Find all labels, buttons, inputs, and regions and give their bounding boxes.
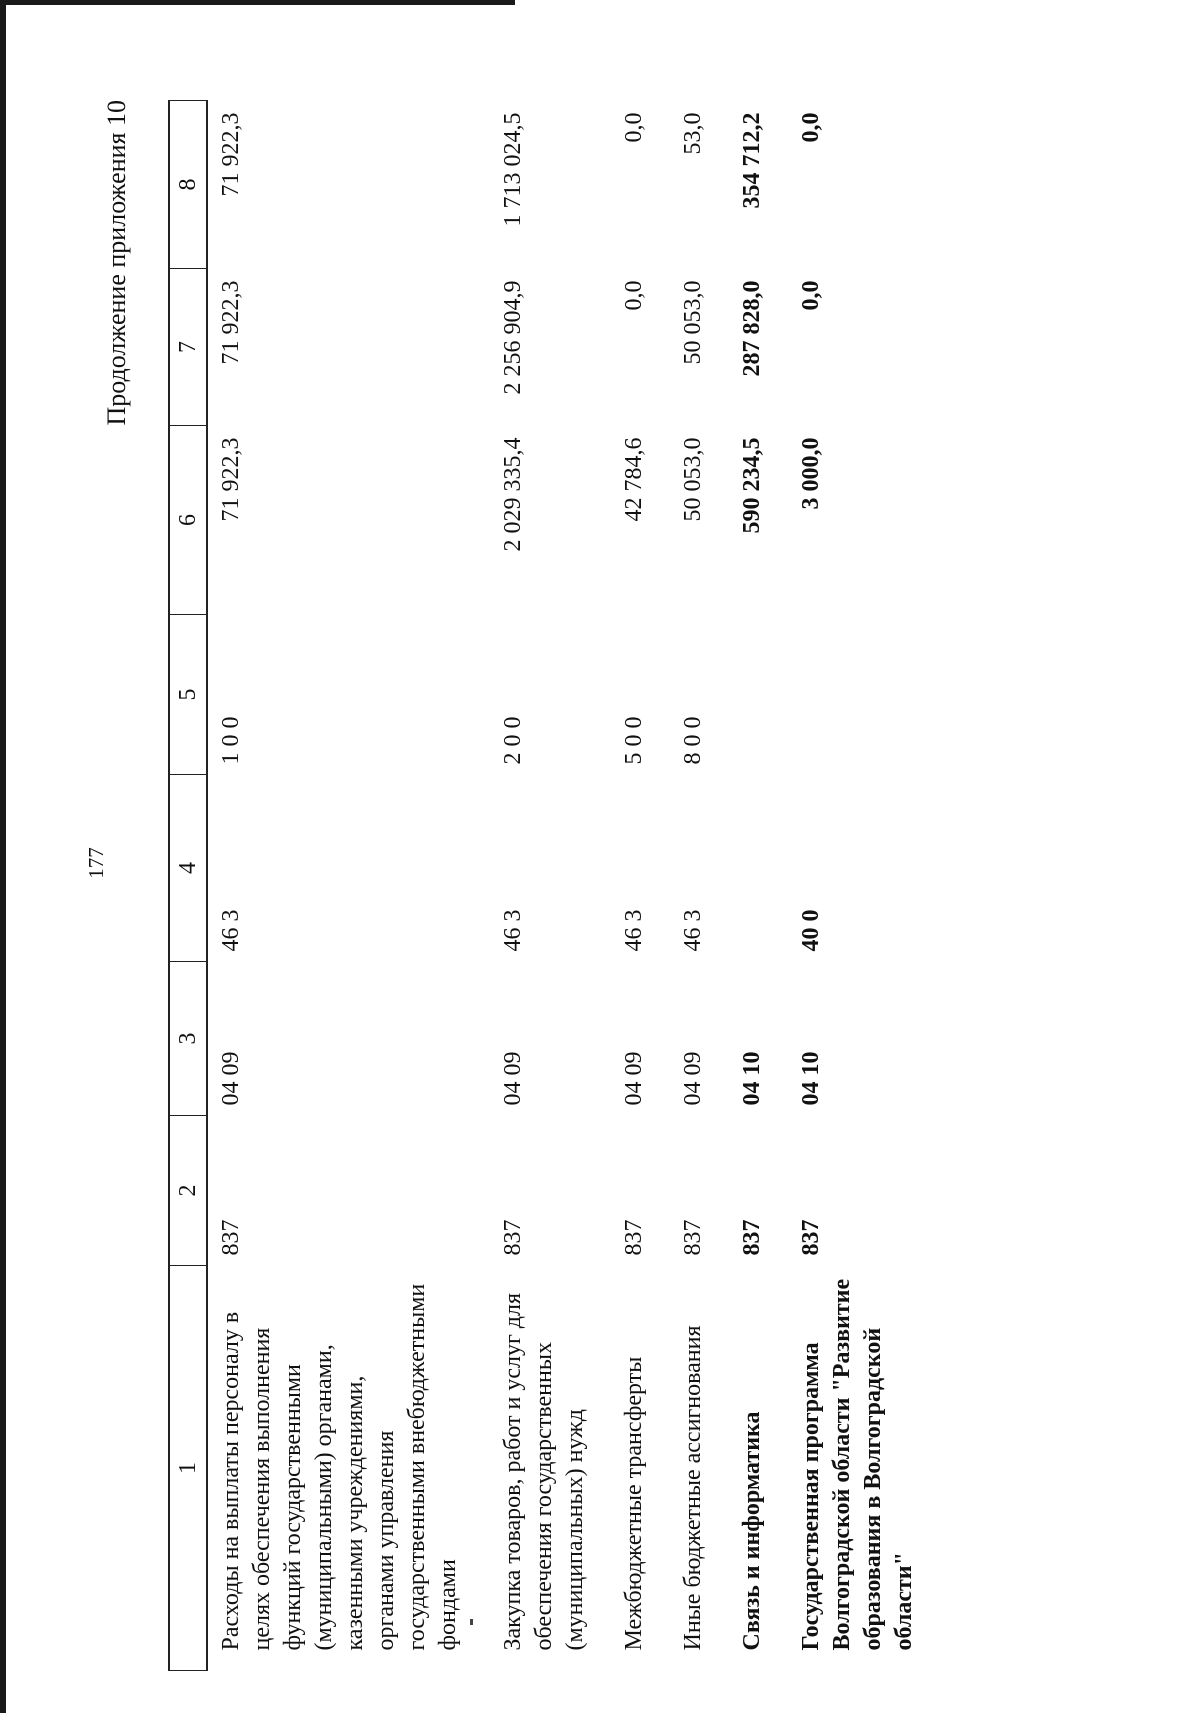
cell-amount-3: 53,0 (680, 112, 706, 155)
cell-expense-type: 2 0 0 (500, 716, 526, 765)
cell-target-item: 46 3 (218, 909, 244, 952)
cell-amount-1: 42 784,6 (621, 437, 647, 522)
cell-expense-type: 5 0 0 (621, 716, 647, 765)
table-row (611, 101, 670, 1671)
cell-department: 837 (680, 1219, 706, 1256)
cell-amount-2: 2 256 904,9 (500, 280, 526, 395)
cell-amount-3: 0,0 (798, 112, 824, 143)
cell-department: 837 (621, 1219, 647, 1256)
cell-amount-1: 71 922,3 (218, 437, 244, 522)
budget-table (168, 100, 920, 1671)
table-row-section-total (729, 101, 788, 1671)
column-header: 3 (169, 962, 207, 1116)
row-label: Расходы на выплаты персоналу в целях обеспечения выполнения функций государственными (муниципальными) органами, казенными учреждениями, органами управления государственными внебюджетными фондами (218, 1283, 461, 1651)
cell-target-item: 40 0 (798, 909, 824, 952)
row-label: Связь и информатика (739, 1411, 765, 1651)
column-header: 5 (169, 615, 207, 775)
row-label: Иные бюджетные ассигнования (680, 1325, 706, 1651)
cell-amount-2: 287 828,0 (739, 280, 765, 377)
cell-target-item: 46 3 (500, 909, 526, 952)
cell-section: 04 10 (739, 1051, 765, 1106)
cell-section: 04 09 (500, 1051, 526, 1106)
table-row (490, 101, 611, 1671)
cell-amount-3: 1 713 024,5 (500, 112, 526, 227)
cell-amount-2: 50 053,0 (680, 280, 706, 365)
row-label: Закупка товаров, работ и услуг для обеспечения государственных (муниципальных) нужд (500, 1292, 588, 1651)
cell-expense-type (729, 615, 788, 775)
cell-department: 837 (739, 1219, 765, 1256)
cell-amount-1: 590 234,5 (739, 437, 765, 534)
cell-amount-3: 71 922,3 (218, 112, 244, 197)
cell-amount-2: 0,0 (621, 280, 647, 311)
column-header: 7 (169, 269, 207, 426)
column-header: 2 (169, 1116, 207, 1266)
cell-amount-1: 50 053,0 (680, 437, 706, 522)
row-label: Государственная программа Волгоградской области "Развитие образования в Волгоградской области" (798, 1278, 917, 1651)
cell-department: 837 (218, 1219, 244, 1256)
cell-amount-2: 71 922,3 (218, 280, 244, 365)
column-header: 6 (169, 426, 207, 615)
cell-target-item (729, 775, 788, 962)
column-header: 8 (169, 101, 207, 269)
appendix-continuation-note: Продолжение приложения 10 (102, 100, 131, 426)
cell-section: 04 09 (218, 1051, 244, 1106)
cell-amount-3: 354 712,2 (739, 112, 765, 209)
cell-expense-type: 8 0 0 (680, 716, 706, 765)
table-header-row (169, 101, 207, 1671)
cell-department: 837 (500, 1219, 526, 1256)
table-row-program (788, 101, 920, 1671)
cell-amount-2: 0,0 (798, 280, 824, 311)
table-row (670, 101, 729, 1671)
cell-target-item: 46 3 (680, 909, 706, 952)
cell-amount-1: 3 000,0 (798, 437, 824, 510)
table-row (207, 101, 490, 1671)
cell-department: 837 (798, 1219, 824, 1256)
cell-section: 04 10 (798, 1051, 824, 1106)
cell-target-item: 46 3 (621, 909, 647, 952)
column-header: 4 (169, 775, 207, 962)
cell-expense-type (788, 615, 920, 775)
cell-expense-type: 1 0 0 (218, 716, 244, 765)
cell-section: 04 09 (621, 1051, 647, 1106)
row-label: Межбюджетные трансферты (621, 1356, 647, 1651)
page-number: 177 (84, 847, 108, 879)
cell-section: 04 09 (680, 1051, 706, 1106)
column-header: 1 (169, 1266, 207, 1671)
cell-amount-1: 2 029 335,4 (500, 437, 526, 552)
cell-amount-3: 0,0 (621, 112, 647, 143)
